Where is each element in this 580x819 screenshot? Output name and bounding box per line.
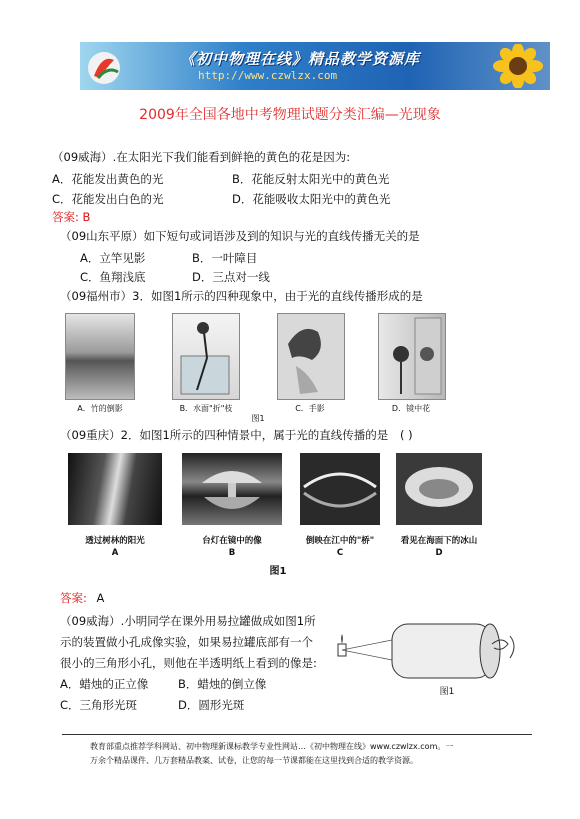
question-5-option-d: D．圆形光斑 (178, 698, 245, 712)
logo-icon (84, 46, 124, 86)
figure-label: 图1 (269, 566, 287, 577)
question-2-stem: （09山东平原）如下短句或词语涉及到的知识与光的直线传播无关的是 (60, 229, 420, 243)
figure-letter-b: B (228, 548, 236, 558)
figure-photo-lamp-mirror (182, 453, 282, 525)
question-4-answer (60, 591, 104, 606)
figure-caption-b: 台灯在镜中的像 (202, 536, 262, 546)
footer-divider (62, 734, 532, 735)
footer-line-1: 教育部重点推荐学科网站、初中物理新课标教学专业性网站…《初中物理在线》www.czwlzx.com。一 (90, 742, 454, 751)
question-5-line-1: （09威海）.小明同学在课外用易拉罐做成如图1所 (60, 614, 316, 628)
question-2-option-b: B．一叶障目 (192, 251, 258, 265)
figure-photo-hand-shadow (277, 313, 345, 400)
figure-photo-iceberg (396, 453, 482, 525)
banner-title: 《初中物理在线》精品教学资源库 (180, 50, 421, 68)
figure-letter-a: A (111, 548, 119, 558)
question-2-option-d: D．三点对一线 (192, 270, 270, 284)
footer-line-2: 万余个精品课件、几万套精品教案、试卷，让您的每一节课都能在这里找到合适的教学资源。 (90, 756, 418, 765)
figure-photo-bamboo-reflection (65, 313, 135, 400)
header-banner (80, 42, 550, 90)
figure-caption-a: A．竹的倒影 (77, 404, 123, 413)
figure-caption-d: D．镜中花 (391, 404, 431, 413)
figure-caption-d: 看见在海面下的冰山 (400, 536, 478, 546)
question-5-option-b: B．蜡烛的倒立像 (178, 677, 267, 691)
figure-photo-mirror-flower (378, 313, 446, 400)
figure-caption-b: B．水面"折"枝 (179, 404, 233, 413)
figure-letter-d: D (435, 548, 443, 558)
question-1-option-b: B．花能反射太阳光中的黄色光 (232, 172, 390, 186)
question-5-option-a: A．蜡烛的正立像 (60, 677, 149, 691)
answer-value: A (96, 591, 105, 605)
figure-photo-bent-branch (172, 313, 240, 400)
sunflower-icon (492, 44, 544, 88)
answer-value: B (82, 210, 91, 224)
figure-caption-c: 倒映在江中的"桥" (305, 536, 375, 546)
figure-caption-c: C．手影 (295, 404, 325, 413)
figure-caption-a: 透过树林的阳光 (85, 536, 145, 546)
answer-label: 答案: (52, 210, 79, 224)
question-5-option-c: C．三角形光斑 (60, 698, 138, 712)
footer (90, 740, 520, 768)
figure-photo-bridge-reflection (300, 453, 380, 525)
question-2-option-a: A．立竿见影 (80, 251, 146, 265)
question-1-answer (52, 210, 90, 225)
answer-blank: ( ) (400, 428, 413, 442)
figure-label: 图1 (251, 414, 265, 423)
question-5-line-2: 示的装置做小孔成像实验，如果易拉罐底部有一个 (60, 635, 313, 649)
question-1-option-c: C．花能发出白色的光 (52, 192, 164, 206)
question-1-option-a: A．花能发出黄色的光 (52, 172, 164, 186)
question-5-line-3: 很小的三角形小孔，则他在半透明纸上看到的像是: (60, 656, 317, 670)
question-1-option-d: D．花能吸收太阳光中的黄色光 (232, 192, 391, 206)
question-3-stem: （09福州市）3．如图1所示的四种现象中，由于光的直线传播形成的是 (60, 289, 423, 303)
banner-url[interactable]: http://www.czwlzx.com (198, 69, 338, 82)
figure-letter-c: C (336, 548, 344, 558)
question-1-stem: （09威海）.在太阳光下我们能看到鲜艳的黄色的花是因为: (52, 150, 351, 164)
question-2-option-c: C．鱼翔浅底 (80, 270, 146, 284)
figure-photo-forest-light (68, 453, 162, 525)
answer-label: 答案: (60, 591, 87, 605)
question-4-stem: （09重庆）2．如图1所示的四种情景中，属于光的直线传播的是 (60, 428, 389, 442)
figure-label: 图1 (439, 687, 455, 697)
document-title: 2009年全国各地中考物理试题分类汇编—光现象 (139, 107, 441, 123)
